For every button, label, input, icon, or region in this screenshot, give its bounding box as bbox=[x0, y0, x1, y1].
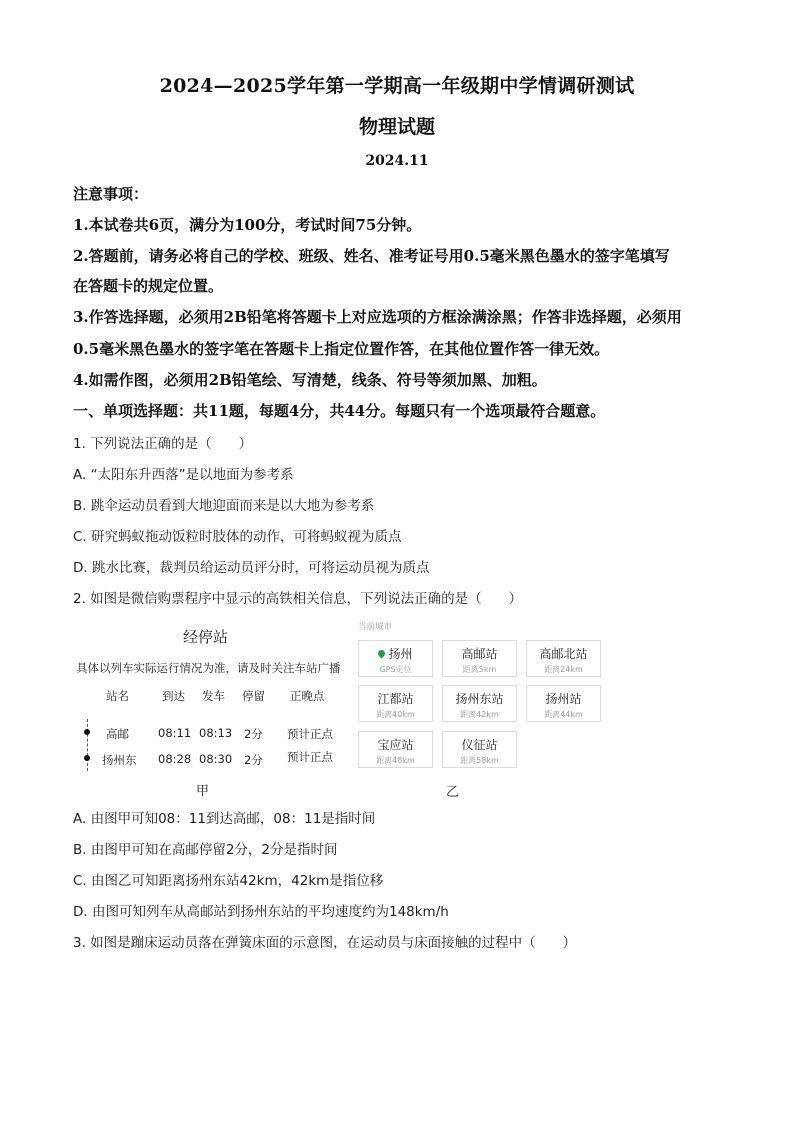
q2-stem: 2. 如图是微信购票程序中显示的高铁相关信息，下列说法正确的是（ ） bbox=[73, 591, 523, 607]
station-card bbox=[442, 685, 517, 722]
notes-heading: 注意事项： bbox=[73, 185, 149, 203]
figure-jia-caption: 甲 bbox=[196, 784, 210, 799]
station-distance: 距离44km bbox=[544, 710, 583, 719]
station-card bbox=[358, 731, 433, 768]
figure-jia-title: 经停站 bbox=[183, 628, 229, 646]
row1-ontime: 预计正点 bbox=[287, 727, 333, 741]
q1-option-c: C. 研究蚂蚁拖动饭粒时肢体的动作，可将蚂蚁视为质点 bbox=[73, 529, 402, 545]
col-header-station: 站名 bbox=[106, 689, 129, 703]
note-1: 1.本试卷共6页，满分为100分，考试时间75分钟。 bbox=[73, 216, 422, 234]
row2-ontime: 预计正点 bbox=[287, 750, 333, 764]
station-name: 江都站 bbox=[377, 692, 414, 706]
station-name: 高邮北站 bbox=[539, 647, 588, 661]
note-2-line1: 2.答题前，请务必将自己的学校、班级、姓名、准考证号用0.5毫米黑色墨水的签字笔填写 bbox=[73, 247, 670, 265]
station-card bbox=[442, 640, 517, 677]
figure-yi-label: 当前城市 bbox=[358, 622, 393, 632]
station-name: 仪征站 bbox=[461, 738, 498, 752]
row2-stop: 2分 bbox=[244, 753, 263, 767]
col-header-stop: 停留 bbox=[242, 689, 265, 703]
exam-title: 2024—2025学年第一学期高一年级期中学情调研测试 bbox=[159, 75, 635, 97]
section-heading: 一、单项选择题：共11题，每题4分，共44分。每题只有一个选项最符合题意。 bbox=[73, 402, 606, 420]
exam-date: 2024.11 bbox=[365, 153, 429, 169]
q2-option-b: B. 由图甲可知在高邮停留2分，2分是指时间 bbox=[73, 842, 338, 858]
note-3-line2: 0.5毫米黑色墨水的签字笔在答题卡上指定位置作答，在其他位置作答一律无效。 bbox=[73, 340, 610, 358]
location-pin-icon bbox=[377, 649, 387, 659]
figure-jia-note: 具体以列车实际运行情况为准，请及时关注车站广播 bbox=[76, 661, 341, 675]
note-4: 4.如需作图，必须用2B铅笔绘、写清楚，线条、符号等须加黑、加粗。 bbox=[73, 371, 547, 389]
station-card bbox=[358, 685, 433, 722]
stop-dot bbox=[84, 729, 90, 735]
q1-option-b: B. 跳伞运动员看到大地迎面而来是以大地为参考系 bbox=[73, 498, 375, 514]
col-header-ontime: 正晚点 bbox=[290, 689, 325, 703]
station-distance: 距离5km bbox=[462, 665, 497, 674]
stop-dot bbox=[84, 755, 90, 761]
q1-option-a: A. “太阳东升西落”是以地面为参考系 bbox=[73, 467, 294, 483]
station-card bbox=[442, 731, 517, 768]
col-header-depart: 发车 bbox=[202, 689, 225, 703]
station-name: 扬州东站 bbox=[455, 692, 504, 706]
row2-depart: 08:30 bbox=[199, 752, 233, 766]
q1-option-d: D. 跳水比赛，裁判员给运动员评分时，可将运动员视为质点 bbox=[73, 560, 430, 576]
station-distance: 距离48km bbox=[376, 756, 415, 765]
figure-yi-caption: 乙 bbox=[446, 785, 460, 800]
station-distance: 距离58km bbox=[460, 756, 499, 765]
q3-stem: 3. 如图是蹦床运动员落在弹簧床面的示意图，在运动员与床面接触的过程中（ ） bbox=[73, 935, 577, 951]
q2-option-d: D. 由图可知列车从高邮站到扬州东站的平均速度约为148km/h bbox=[73, 904, 449, 920]
station-card bbox=[358, 640, 433, 677]
row1-arrive: 08:11 bbox=[158, 726, 192, 740]
station-name: 扬州 bbox=[388, 647, 413, 661]
row2-station: 扬州东 bbox=[102, 753, 137, 767]
note-2-line2: 在答题卡的规定位置。 bbox=[73, 277, 224, 295]
route-line bbox=[87, 719, 88, 771]
q2-option-a: A. 由图甲可知08：11到达高邮，08：11是指时间 bbox=[73, 811, 376, 827]
q1-stem: 1. 下列说法正确的是（ ） bbox=[73, 436, 253, 452]
station-card bbox=[526, 685, 601, 722]
row2-arrive: 08:28 bbox=[158, 752, 192, 766]
station-card bbox=[526, 640, 601, 677]
station-name: 高邮站 bbox=[461, 647, 498, 661]
station-distance: 距离40km bbox=[376, 710, 415, 719]
col-header-arrive: 到达 bbox=[162, 689, 185, 703]
note-3-line1: 3.作答选择题，必须用2B铅笔将答题卡上对应选项的方框涂满涂黑；作答非选择题，必须用 bbox=[73, 308, 682, 326]
row1-station: 高邮 bbox=[106, 727, 129, 741]
station-name: 宝应站 bbox=[377, 738, 414, 752]
station-distance: GPS定位 bbox=[379, 665, 412, 674]
q2-option-c: C. 由图乙可知距离扬州东站42km，42km是指位移 bbox=[73, 873, 384, 889]
row1-depart: 08:13 bbox=[199, 726, 233, 740]
station-distance: 距离42km bbox=[460, 710, 499, 719]
station-name: 扬州站 bbox=[545, 692, 582, 706]
station-distance: 距离24km bbox=[544, 665, 583, 674]
subject-title: 物理试题 bbox=[358, 116, 435, 138]
row1-stop: 2分 bbox=[244, 727, 263, 741]
